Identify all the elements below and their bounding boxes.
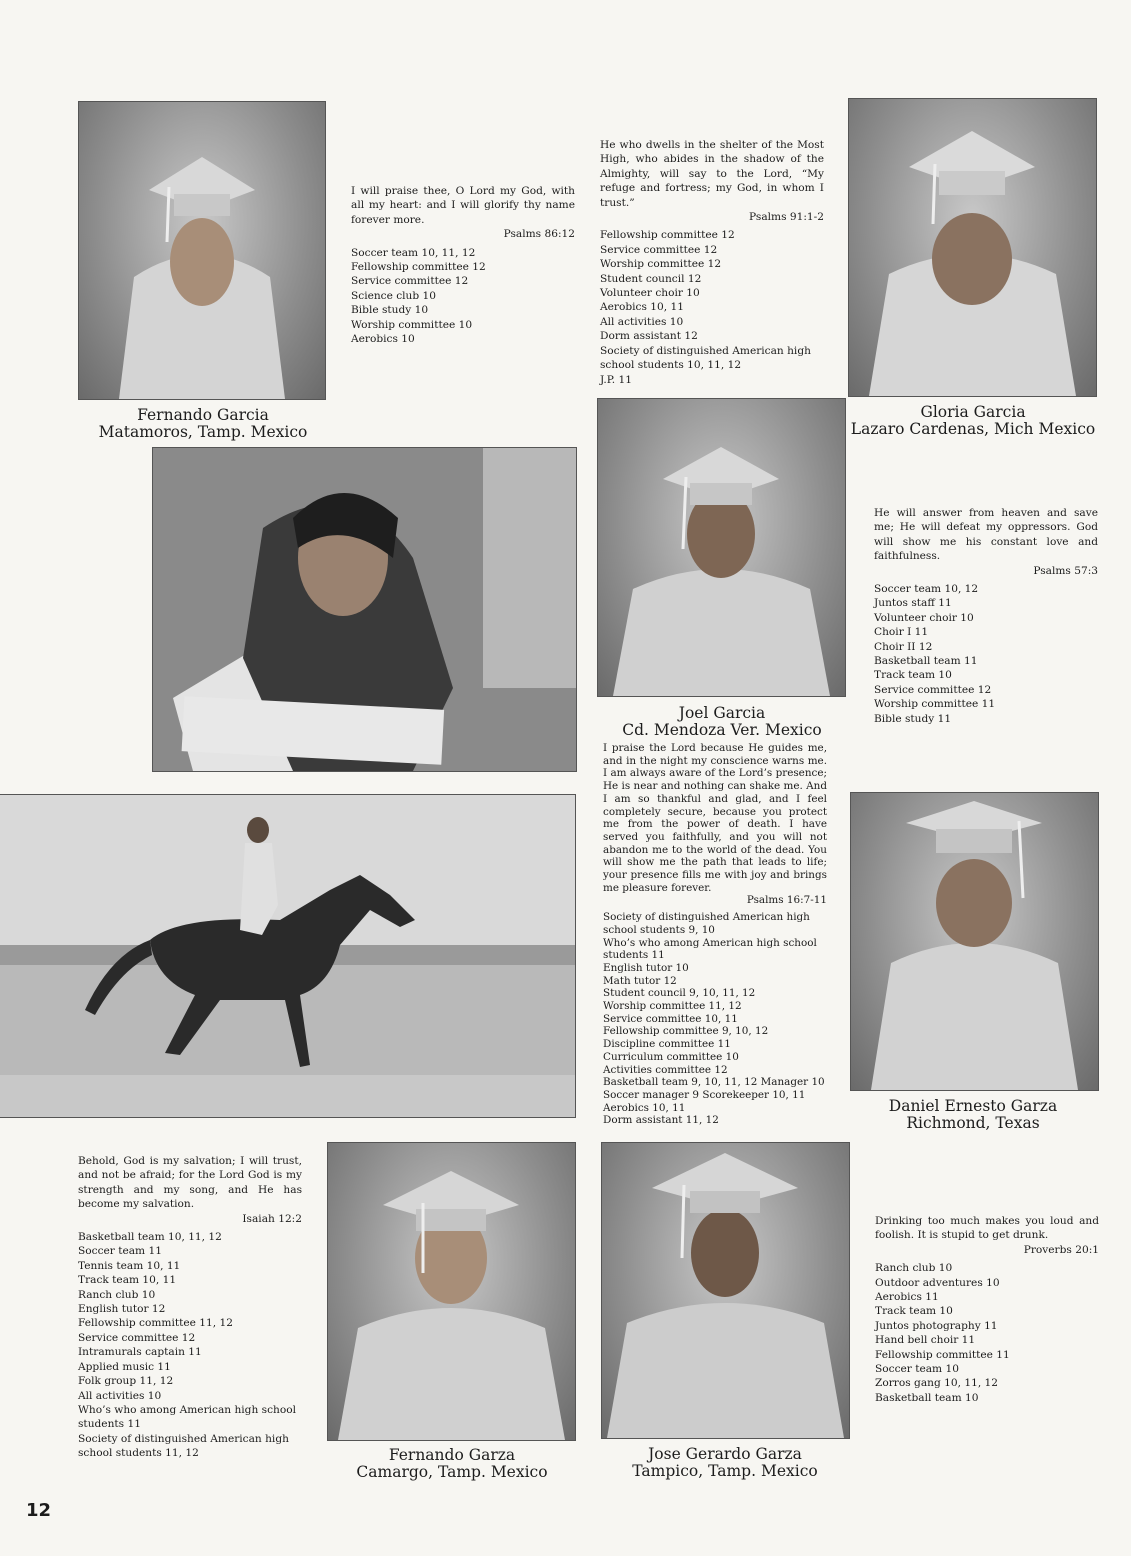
person-hometown: Matamoros, Tamp. Mexico [98, 423, 308, 441]
candid-photo-studying [152, 447, 577, 772]
person-name: Daniel Ernesto Garza [888, 1097, 1058, 1115]
activity-item: Volunteer choir 10 [600, 287, 700, 300]
portrait-photo-gloria-garcia [848, 98, 1097, 397]
activity-item: Service committee 12 [874, 683, 992, 696]
activity-item: Choir II 12 [874, 640, 933, 653]
scripture-quote: He who dwells in the shelter of the Most High, who abides in the shadow of the Almighty, will say to the Lord, “My refuge and fortress; my God, in whom I trust.” [600, 139, 824, 209]
activities-list [600, 228, 824, 386]
activities-list [78, 1230, 302, 1461]
activity-item: Fellowship committee 11 [875, 1348, 1010, 1361]
activity-item: English tutor 10 [603, 961, 689, 974]
activity-item: Fellowship committee 12 [351, 261, 486, 274]
activity-item: Juntos staff 11 [874, 597, 952, 610]
person-hometown: Richmond, Texas [906, 1114, 1040, 1132]
activity-item: Aerobics 10, 11 [603, 1101, 686, 1114]
person-hometown: Cd. Mendoza Ver. Mexico [622, 721, 822, 739]
name-caption-joel-garcia [597, 705, 847, 739]
page-number: 12 [26, 1500, 52, 1521]
scripture-reference: Psalms 16:7-11 [746, 894, 827, 907]
activity-item: Dorm assistant 12 [600, 330, 698, 343]
activity-item: Worship committee 11, 12 [603, 1000, 742, 1013]
activity-item: Who’s who among American high school students 11 [603, 936, 817, 962]
activity-item: All activities 10 [78, 1389, 162, 1402]
activity-item: Ranch club 10 [875, 1262, 953, 1275]
activity-item: Intramurals captain 11 [78, 1346, 202, 1359]
activity-item: Worship committee 11 [874, 698, 996, 711]
activity-item: Juntos photography 11 [875, 1319, 998, 1332]
activity-item: Choir I 11 [874, 626, 929, 639]
activity-item: Basketball team 10 [875, 1391, 979, 1404]
bio-fernando-garza [78, 1154, 302, 1461]
name-caption-gloria-garcia [848, 404, 1098, 438]
activity-item: Basketball team 10, 11, 12 [78, 1231, 222, 1244]
activity-item: Bible study 10 [351, 304, 429, 317]
person-name: Joel Garcia [678, 704, 766, 722]
activity-item: Society of distinguished American high school students 10, 11, 12 [600, 344, 811, 372]
portrait-photo-fernando-garza [327, 1142, 576, 1441]
activity-item: Society of distinguished American high school students 11, 12 [78, 1432, 289, 1460]
activity-item: English tutor 12 [78, 1303, 166, 1316]
portrait-photo-fernando-garcia [78, 101, 326, 400]
activity-item: Volunteer choir 10 [874, 611, 974, 624]
activity-item: Worship committee 10 [351, 318, 473, 331]
activity-item: Math tutor 12 [603, 974, 677, 987]
activity-item: Science club 10 [351, 289, 437, 302]
activity-item: Worship committee 12 [600, 258, 722, 271]
activity-item: All activities 10 [600, 315, 684, 328]
activity-item: Soccer team 11 [78, 1245, 162, 1258]
bio-joel-garcia [874, 506, 1098, 726]
activity-item: Curriculum committee 10 [603, 1050, 739, 1063]
activity-item: Soccer team 10, 11, 12 [351, 246, 476, 259]
activity-item: Fellowship committee 11, 12 [78, 1317, 233, 1330]
portrait-photo-jose-gerardo-garza [601, 1142, 850, 1439]
name-caption-daniel-ernesto-garza [848, 1098, 1098, 1132]
bio-jose-gerardo-garza [875, 1214, 1099, 1405]
name-caption-fernando-garza [327, 1447, 577, 1481]
activity-item: Aerobics 10 [351, 333, 415, 346]
scripture-reference: Proverbs 20:1 [1023, 1243, 1099, 1256]
portrait-photo-daniel-ernesto-garza [850, 792, 1099, 1091]
activity-item: Basketball team 11 [874, 655, 978, 668]
activities-list [603, 911, 827, 1127]
activity-item: Ranch club 10 [78, 1288, 156, 1301]
activity-item: J.P. 11 [600, 373, 632, 386]
person-hometown: Tampico, Tamp. Mexico [632, 1462, 818, 1480]
activity-item: Zorros gang 10, 11, 12 [875, 1377, 999, 1390]
portrait-photo-joel-garcia [597, 398, 846, 697]
activity-item: Service committee 12 [78, 1331, 196, 1344]
person-name: Fernando Garza [388, 1446, 516, 1464]
activity-item: Fellowship committee 12 [600, 229, 735, 242]
scripture-quote: Drinking too much makes you loud and foolish. It is stupid to get drunk. [875, 1215, 1099, 1242]
name-caption-jose-gerardo-garza [600, 1446, 850, 1480]
activity-item: Track team 10 [874, 669, 952, 682]
activity-item: Basketball team 9, 10, 11, 12 Manager 10 [603, 1076, 825, 1089]
activity-item: Dorm assistant 11, 12 [603, 1114, 719, 1127]
activity-item: Aerobics 11 [875, 1291, 939, 1304]
activities-list [874, 582, 1098, 726]
activity-item: Bible study 11 [874, 712, 952, 725]
activity-item: Soccer team 10, 12 [874, 583, 979, 596]
activity-item: Service committee 10, 11 [603, 1012, 738, 1025]
activity-item: Soccer manager 9 Scorekeeper 10, 11 [603, 1088, 806, 1101]
activity-item: Fellowship committee 9, 10, 12 [603, 1025, 769, 1038]
scripture-quote: I praise the Lord because He guides me, and in the night my conscience warns me. I am always aware of the Lord’s presence; He is near and nothing can shake me. And I am so thankful and glad, and I feel completely secure, because you protect me from the power of death. I have served you faithfully, and you will not abandon me to the world of the dead. You will show me the path that leads to life; your presence fills me with joy and brings me pleasure forever. [603, 742, 827, 894]
activity-item: Track team 10, 11 [78, 1274, 177, 1287]
activity-item: Aerobics 10, 11 [600, 301, 684, 314]
activity-item: Outdoor adventures 10 [875, 1276, 1000, 1289]
candid-photo-horseback [0, 794, 576, 1118]
person-name: Gloria Garcia [920, 403, 1026, 421]
scripture-quote: He will answer from heaven and save me; He will defeat my oppressors. God will show me his constant love and faithfulness. [874, 507, 1098, 563]
person-name: Jose Gerardo Garza [648, 1445, 802, 1463]
scripture-quote: I will praise thee, O Lord my God, with all my heart: and I will glorify thy name forever more. [351, 185, 575, 226]
activity-item: Folk group 11, 12 [78, 1375, 174, 1388]
scripture-reference: Psalms 57:3 [1033, 564, 1098, 577]
activity-item: Activities committee 12 [603, 1063, 728, 1076]
scripture-reference: Psalms 91:1-2 [749, 211, 824, 224]
bio-fernando-garcia [351, 184, 575, 346]
person-hometown: Camargo, Tamp. Mexico [356, 1463, 548, 1481]
activity-item: Who’s who among American high school students 11 [78, 1403, 296, 1431]
activity-item: Service committee 12 [600, 243, 718, 256]
activity-item: Applied music 11 [78, 1360, 171, 1373]
activity-item: Soccer team 10 [875, 1363, 959, 1376]
activity-item: Service committee 12 [351, 275, 469, 288]
activity-item: Student council 9, 10, 11, 12 [603, 987, 756, 1000]
person-name: Fernando Garcia [137, 406, 269, 424]
activities-list [351, 246, 575, 347]
activity-item: Society of distinguished American high school students 9, 10 [603, 911, 810, 936]
activity-item: Track team 10 [875, 1305, 953, 1318]
scripture-reference: Psalms 86:12 [503, 228, 575, 241]
scripture-reference: Isaiah 12:2 [242, 1212, 302, 1225]
activity-item: Student council 12 [600, 272, 702, 285]
activities-list [875, 1261, 1099, 1405]
bio-gloria-garcia [600, 138, 824, 387]
name-caption-fernando-garcia [78, 407, 328, 441]
activity-item: Discipline committee 11 [603, 1038, 731, 1051]
bio-daniel-ernesto-garza [603, 742, 827, 1127]
scripture-quote: Behold, God is my salvation; I will trust, and not be afraid; for the Lord God is my strength and my song, and He has become my salvation. [78, 1155, 302, 1211]
person-hometown: Lazaro Cardenas, Mich Mexico [850, 420, 1096, 438]
activity-item: Tennis team 10, 11 [78, 1259, 181, 1272]
activity-item: Hand bell choir 11 [875, 1334, 976, 1347]
